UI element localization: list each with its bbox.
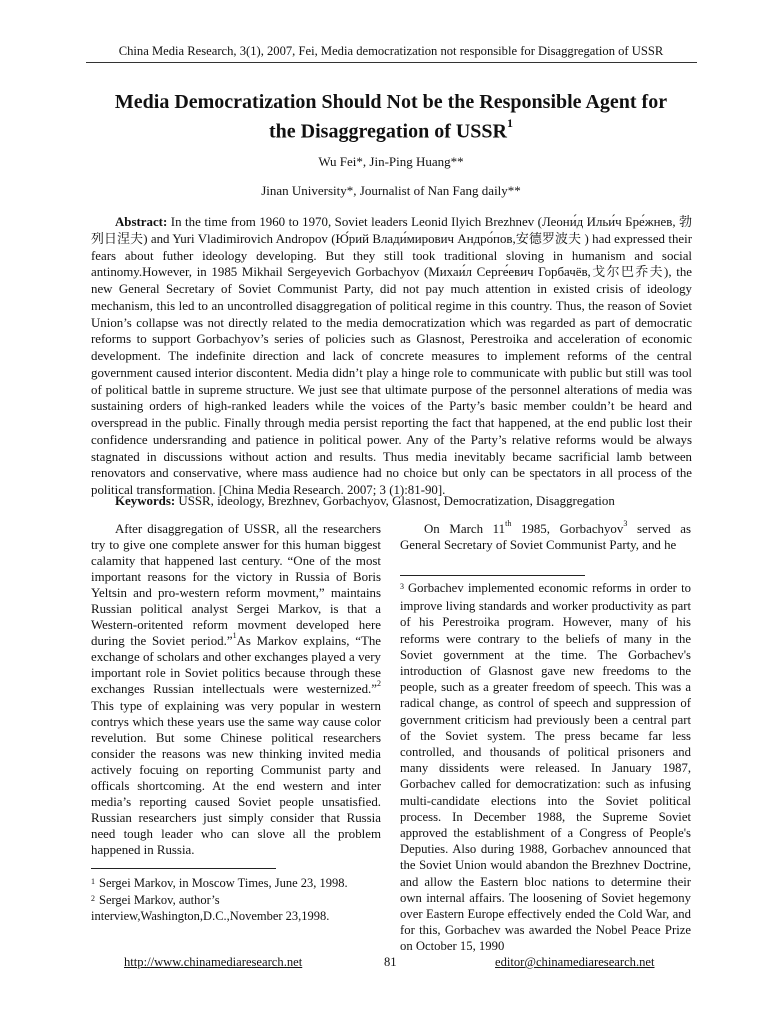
keywords-label: Keywords: — [115, 494, 176, 508]
ordinal-suffix: th — [505, 518, 512, 528]
footnote — [91, 876, 381, 893]
page-number: 81 — [384, 955, 397, 969]
footnote-number: 3 — [400, 582, 404, 591]
body-paragraph: As Markov explains, “The exchange of scholars and other exchanges played a very important role in Soviet politics because through these exchanges Russian intellectuals were westernized.” — [91, 634, 381, 697]
footnote — [91, 893, 381, 925]
title-footnote-marker: 1 — [506, 116, 513, 130]
abstract — [91, 214, 692, 499]
body-paragraph: After disaggregation of USSR, all the researchers try to give one complete answer for this human biggest calamity that happened last century. “One of the most important reasons for the victory in Russia of Boris Yeltsin and pro-western reform movment,” maintains Russian political analyst Sergei Markov, is that a Western-oritented reform movment developed here during the Soviet period.” — [91, 522, 381, 649]
footnote-ref[interactable]: 3 — [623, 518, 628, 528]
body-left-column — [91, 521, 381, 858]
article-title — [100, 90, 682, 144]
header-rule — [86, 62, 697, 63]
running-header: China Media Research, 3(1), 2007, Fei, Media democratization not responsible for Disaggregation of USSR — [118, 44, 664, 58]
footer-email-link[interactable]: editor@chinamediaresearch.net — [495, 955, 655, 969]
keywords-text: USSR, ideology, Brezhnev, Gorbachyov, Glasnost, Democratization, Disaggregation — [178, 494, 615, 508]
footnote-number: 1 — [91, 877, 95, 886]
footnote — [400, 580, 691, 955]
affiliations: Jinan University*, Journalist of Nan Fang daily** — [261, 183, 521, 198]
footnote-ref[interactable]: 2 — [377, 679, 381, 689]
footnote-text: Sergei Markov, author’s interview,Washington,D.C.,November 23,1998. — [91, 892, 330, 923]
footnote-rule — [400, 575, 585, 576]
article-title-text: Media Democratization Should Not be the Responsible Agent for the Disaggregation of USSR — [114, 91, 668, 143]
footnote-text: Sergei Markov, in Moscow Times, June 23, 1998. — [99, 876, 348, 890]
footnote-ref[interactable]: 1 — [232, 631, 237, 641]
body-right-column — [400, 518, 691, 553]
footnote-text: Gorbachev implemented economic reforms in order to improve living standards and worker productivity as part of his Perestroika program. However, many of his reforms were contrary to the beliefs of many in the Soviet government at the time. The Gorbachev's introduction of Glasnost gave new freedoms to the people, such as a greater freedom of speech. This was a radical change, as control of speech and suppression of government criticism had previously been a central part of the Soviet system. The press became far less controlled, and thousands of political prisoners and many dissidents were released. In January 1987, Gorbachev called for democratization: such as infusing multi-candidate elections into the Soviet political process. In December 1988, the Supreme Soviet approved the establishment of a Congress of People's Deputies. Also during 1988, Gorbachev announced that the Soviet Union would abandon the Brezhnev Doctrine, and allow the Eastern bloc nations to determine their own internal affairs. The loosening of Soviet hegemony over Eastern Europe effectively ended the Cold War, and for this, Gorbachev was awarded the Nobel Peace Prize on October 15, 1990 — [400, 581, 691, 954]
abstract-label: Abstract: — [115, 215, 168, 229]
keywords — [91, 493, 692, 509]
body-paragraph: 1985, Gorbachyov — [511, 522, 624, 536]
footer-website-link[interactable]: http://www.chinamediaresearch.net — [124, 955, 303, 969]
body-paragraph: This type of explaining was very popular in western contrys which these years use the same way cause color revelution. But some Chinese political researchers consider the reasons was new thinking invited media actively focuing on reporting Communist party and officals shortcoming. At the end western and inter media’s reporting caused Soviet people unsatisfied. Russian researchers just simply consider that Russia need tough leader who can slove all the problem happened in Russia. — [91, 698, 381, 857]
abstract-text: In the time from 1960 to 1970, Soviet leaders Leonid Ilyich Brezhnev (Леони́д Ильи́ч Бре́жнев, 勃列日涅夫) and Yuri Vladimirovich Andropov (Ю́рий Влади́мирович Андро́пов,安德罗波夫 ) had expressed their fears about futher ideology developing. But they still took traditional sloving in humanism and social antinomy.However, in 1985 Mikhail Sergeyevich Gorbachyov (Михаи́л Серге́евич Горбачёв,戈尔巴乔夫), the new General Secretary of Soviet Communist Party, did not pay much attention in existed crisis of ideology mechanism, this led to an uncontrolled disaggregation of political regime in this country. Thus, the reason of Soviet Union’s collapse was not directly related to the media democratization which was regarded as part of democratic reforms to support Gorbachyov’s series of policies such as Glasnost, Perestroika and acceleration of economic development. The indefinite direction and lack of concrete measures to implement reforms of the central government caused interior discontent. Media didn’t play a hinge role to communicate with public but still was tool of political battle in supreme structure. We just see that ultimate purpose of the personnel alterations of media was sustaining orders of high-ranked leaders while the voices of the Party’s basic member couldn’t be heard and overspread in the public. Finally through media persist reporting the fact that happened, at the end public lost their confidence undersranding and patience in political power. Any of the Party’s relative reforms would be always stagnated in discussions without action and results. Thus media inevitably became sacrificial lamb between renovators and conservative, where mass audience had no choice but only can be spectators in all process of the political transformation. [China Media Research. 2007; 3 (1):81-90]. — [91, 215, 692, 497]
footnote-rule — [91, 868, 276, 869]
footnotes-left — [91, 876, 381, 925]
authors: Wu Fei*, Jin-Ping Huang** — [318, 154, 464, 169]
body-paragraph: served as General Secretary of Soviet Communist Party, and he — [400, 522, 691, 553]
footnote-number: 2 — [91, 893, 95, 903]
body-paragraph: On March 11 — [424, 522, 506, 536]
